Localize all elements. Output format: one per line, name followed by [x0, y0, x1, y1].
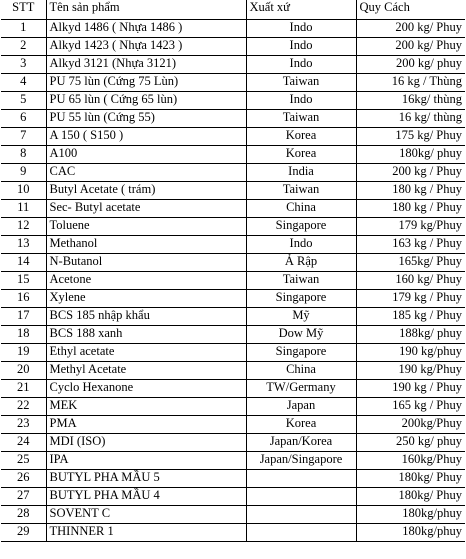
row-spec: 180 kg / Phuy	[356, 182, 465, 200]
table-row	[1, 200, 465, 218]
row-stt: 16	[1, 290, 46, 308]
table-row	[1, 434, 465, 452]
table-row	[1, 308, 465, 326]
row-stt: 4	[1, 74, 46, 92]
row-stt: 7	[1, 128, 46, 146]
row-spec: 180 kg / Phuy	[356, 200, 465, 218]
row-stt: 17	[1, 308, 46, 326]
row-stt: 25	[1, 452, 46, 470]
table-row	[1, 344, 465, 362]
row-product-name: Alkyd 3121 (Nhựa 3121)	[46, 56, 246, 74]
header-stt: STT	[1, 0, 46, 20]
row-product-name: BCS 188 xanh	[46, 326, 246, 344]
row-spec: 250 kg/ phuy	[356, 434, 465, 452]
row-stt: 12	[1, 218, 46, 236]
row-stt: 26	[1, 470, 46, 488]
row-spec: 179 kg / Phuy	[356, 290, 465, 308]
row-product-name: Sec- Butyl acetate	[46, 200, 246, 218]
row-spec: 180kg/ phuy	[356, 146, 465, 164]
row-stt: 10	[1, 182, 46, 200]
row-spec: 180kg/phuy	[356, 524, 465, 542]
row-origin: Taiwan	[246, 272, 356, 290]
row-spec: 180kg/ Phuy	[356, 470, 465, 488]
row-product-name: PMA	[46, 416, 246, 434]
row-origin: Japan/Singapore	[246, 452, 356, 470]
row-spec: 16kg/ thùng	[356, 92, 465, 110]
header-product-name: Tên sản phẩm	[46, 0, 246, 20]
row-spec: 200kg/Phuy	[356, 416, 465, 434]
row-product-name: N-Butanol	[46, 254, 246, 272]
row-origin: Korea	[246, 416, 356, 434]
row-product-name: IPA	[46, 452, 246, 470]
table-row	[1, 524, 465, 542]
table-row	[1, 110, 465, 128]
row-origin: Korea	[246, 128, 356, 146]
row-spec: 200 kg/ Phuy	[356, 38, 465, 56]
table-row	[1, 290, 465, 308]
row-spec: 188kg/ phuy	[356, 326, 465, 344]
row-stt: 20	[1, 362, 46, 380]
row-spec: 160 kg/ Phuy	[356, 272, 465, 290]
row-product-name: Ethyl acetate	[46, 344, 246, 362]
table-row	[1, 470, 465, 488]
row-product-name: A 150 ( S150 )	[46, 128, 246, 146]
row-stt: 23	[1, 416, 46, 434]
row-stt: 15	[1, 272, 46, 290]
row-origin	[246, 524, 356, 542]
row-product-name: Butyl Acetate ( trám)	[46, 182, 246, 200]
table-row	[1, 218, 465, 236]
header-origin: Xuất xứ	[246, 0, 356, 20]
row-stt: 28	[1, 506, 46, 524]
row-spec: 200 kg/ Phuy	[356, 20, 465, 38]
table-row	[1, 92, 465, 110]
row-spec: 165 kg / Phuy	[356, 398, 465, 416]
table-row	[1, 362, 465, 380]
row-stt: 22	[1, 398, 46, 416]
row-spec: 190 kg/phuy	[356, 344, 465, 362]
row-origin: China	[246, 362, 356, 380]
row-spec: 180kg/ Phuy	[356, 488, 465, 506]
row-spec: 190 kg / Phuy	[356, 380, 465, 398]
row-origin: Korea	[246, 146, 356, 164]
row-spec: 175 kg/ Phuy	[356, 128, 465, 146]
row-stt: 21	[1, 380, 46, 398]
row-product-name: Alkyd 1423 ( Nhựa 1423 )	[46, 38, 246, 56]
row-origin: Taiwan	[246, 110, 356, 128]
row-product-name: Methyl Acetate	[46, 362, 246, 380]
row-origin: Dow Mỹ	[246, 326, 356, 344]
row-product-name: A100	[46, 146, 246, 164]
table-row	[1, 56, 465, 74]
table-row	[1, 74, 465, 92]
row-stt: 9	[1, 164, 46, 182]
row-stt: 8	[1, 146, 46, 164]
row-origin: Taiwan	[246, 74, 356, 92]
row-origin: Indo	[246, 20, 356, 38]
row-spec: 16 kg / Thùng	[356, 74, 465, 92]
row-origin: TW/Germany	[246, 380, 356, 398]
row-spec: 200 kg/ phuy	[356, 56, 465, 74]
row-origin: Taiwan	[246, 182, 356, 200]
row-stt: 18	[1, 326, 46, 344]
table-row	[1, 182, 465, 200]
row-spec: 160kg/Phuy	[356, 452, 465, 470]
row-origin: Singapore	[246, 290, 356, 308]
row-stt: 13	[1, 236, 46, 254]
row-stt: 3	[1, 56, 46, 74]
row-spec: 179 kg/Phuy	[356, 218, 465, 236]
row-product-name: BUTYL PHA MẦU 5	[46, 470, 246, 488]
row-spec: 190 kg/Phuy	[356, 362, 465, 380]
row-stt: 1	[1, 20, 46, 38]
table-row	[1, 20, 465, 38]
row-product-name: Xylene	[46, 290, 246, 308]
table-row	[1, 128, 465, 146]
row-stt: 29	[1, 524, 46, 542]
table-row	[1, 416, 465, 434]
row-product-name: BCS 185 nhập khẩu	[46, 308, 246, 326]
row-origin: Japan	[246, 398, 356, 416]
table-row	[1, 506, 465, 524]
table-row	[1, 236, 465, 254]
row-product-name: PU 65 lùn ( Cứng 65 lùn)	[46, 92, 246, 110]
row-product-name: Toluene	[46, 218, 246, 236]
table-row	[1, 164, 465, 182]
row-stt: 2	[1, 38, 46, 56]
row-origin: Singapore	[246, 218, 356, 236]
row-spec: 165kg/ Phuy	[356, 254, 465, 272]
row-origin: Indo	[246, 92, 356, 110]
row-stt: 27	[1, 488, 46, 506]
row-spec: 200 kg / Phuy	[356, 164, 465, 182]
row-spec: 163 kg / Phuy	[356, 236, 465, 254]
table-row	[1, 452, 465, 470]
row-product-name: Acetone	[46, 272, 246, 290]
table-row	[1, 38, 465, 56]
product-table	[1, 0, 465, 542]
row-spec: 16 kg/ thùng	[356, 110, 465, 128]
row-stt: 5	[1, 92, 46, 110]
row-product-name: Methanol	[46, 236, 246, 254]
row-origin: Indo	[246, 38, 356, 56]
row-origin: Indo	[246, 56, 356, 74]
row-stt: 11	[1, 200, 46, 218]
row-product-name: MEK	[46, 398, 246, 416]
row-product-name: Alkyd 1486 ( Nhựa 1486 )	[46, 20, 246, 38]
row-origin: China	[246, 200, 356, 218]
row-stt: 6	[1, 110, 46, 128]
table-row	[1, 380, 465, 398]
row-origin	[246, 506, 356, 524]
table-header	[1, 0, 465, 20]
row-stt: 14	[1, 254, 46, 272]
row-origin: India	[246, 164, 356, 182]
row-origin	[246, 470, 356, 488]
row-origin: Singapore	[246, 344, 356, 362]
table-row	[1, 272, 465, 290]
row-origin: Mỹ	[246, 308, 356, 326]
row-origin	[246, 488, 356, 506]
row-stt: 19	[1, 344, 46, 362]
row-product-name: SOVENT C	[46, 506, 246, 524]
row-product-name: Cyclo Hexanone	[46, 380, 246, 398]
row-product-name: BUTYL PHA MẦU 4	[46, 488, 246, 506]
table-row	[1, 398, 465, 416]
row-product-name: PU 55 lùn (Cứng 55)	[46, 110, 246, 128]
table-body	[1, 20, 465, 542]
row-spec: 180kg/phuy	[356, 506, 465, 524]
row-origin: Indo	[246, 236, 356, 254]
row-spec: 185 kg / Phuy	[356, 308, 465, 326]
table-row	[1, 146, 465, 164]
row-product-name: THINNER 1	[46, 524, 246, 542]
row-product-name: MDI (ISO)	[46, 434, 246, 452]
header-row	[1, 0, 465, 20]
row-product-name: PU 75 lùn (Cứng 75 Lùn)	[46, 74, 246, 92]
row-origin: Japan/Korea	[246, 434, 356, 452]
table-row	[1, 488, 465, 506]
row-stt: 24	[1, 434, 46, 452]
table-row	[1, 326, 465, 344]
row-product-name: CAC	[46, 164, 246, 182]
row-origin: Ả Rập	[246, 254, 356, 272]
header-spec: Quy Cách	[356, 0, 465, 20]
table-row	[1, 254, 465, 272]
